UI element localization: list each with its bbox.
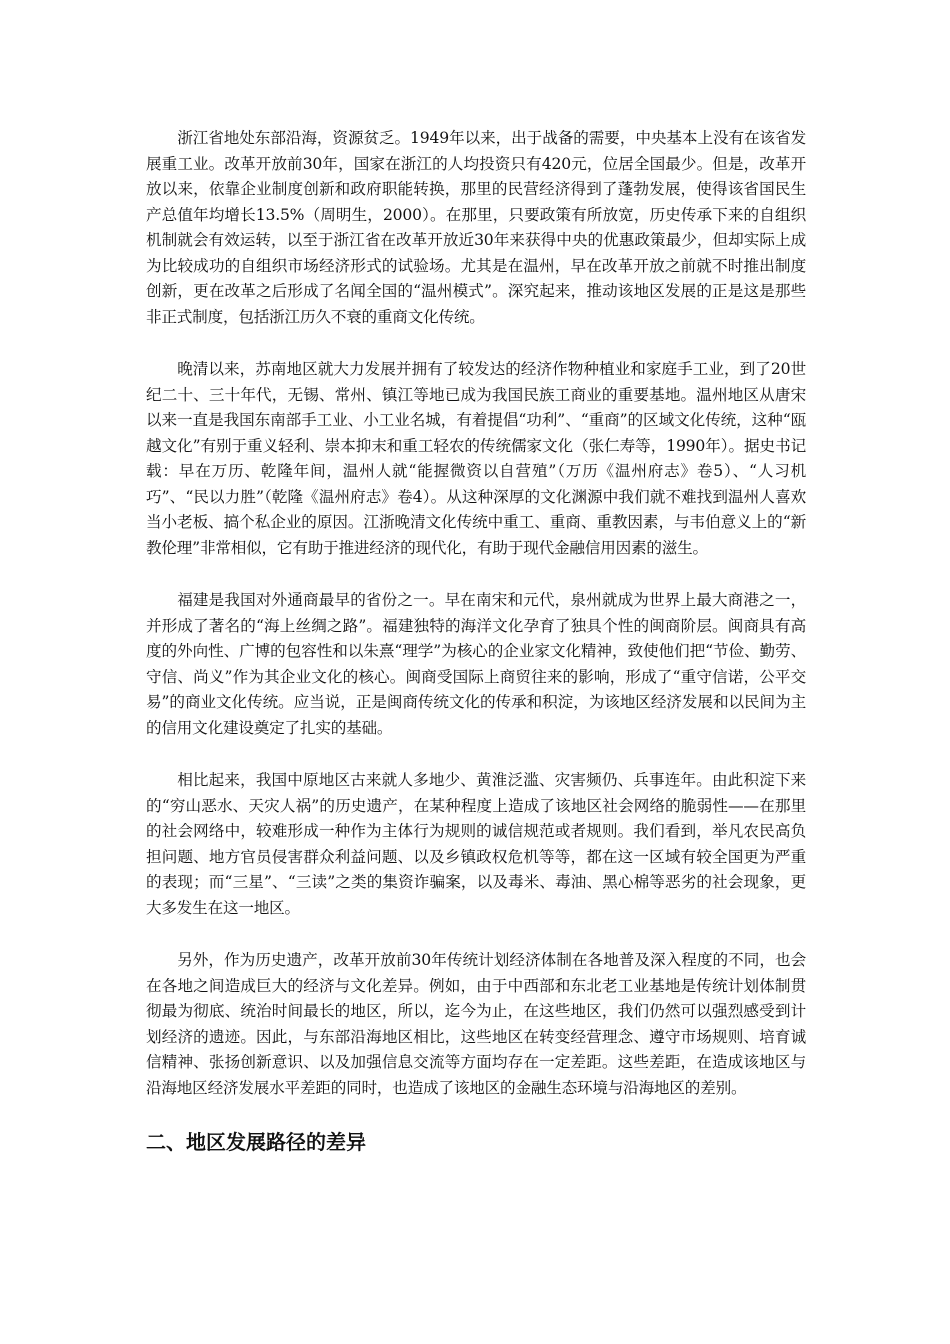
paragraph-zhejiang: 浙江省地处东部沿海，资源贫乏。1949年以来，出于战备的需要，中央基本上没有在该省发展重工业。改革开放前30年，国家在浙江的人均投资只有420元，位居全国最少。但是，改革开放以来，依靠企业制度创新和政府职能转换，那里的民营经济得到了蓬勃发展，使得该省国民生产总值年均增长13.5%（周明生，2000）。在那里，只要政策有所放宽，历史传承下来的自组织机制就会有效运转，以至于浙江省在改革开放近30年来获得中央的优惠政策最少，但却实际上成为比较成功的自组织市场经济形式的试验场。尤其是在温州，早在改革开放之前就不时推出制度创新，更在改革之后形成了名闻全国的“温州模式”。深究起来，推动该地区发展的正是这是那些非正式制度，包括浙江历久不衰的重商文化传统。 [146, 129, 806, 326]
paragraph-central-plains: 相比起来，我国中原地区古来就人多地少、黄淮泛滥、灾害频仍、兵事连年。由此积淀下来的“穷山恶水、天灾人祸”的历史遗产，在某种程度上造成了该地区社会网络的脆弱性——在那里的社会网络中，较难形成一种作为主体行为规则的诚信规范或者规则。我们看到，举凡农民高负担问题、地方官员侵害群众利益问题、以及乡镇政权危机等等，都在这一区域有较全国更为严重的表现；而“三星”、“三读”之类的集资诈骗案，以及毒米、毒油、黑心棉等恶劣的社会现象，更大多发生在这一地区。 [146, 771, 806, 917]
paragraph-fujian: 福建是我国对外通商最早的省份之一。早在南宋和元代，泉州就成为世界上最大商港之一，并形成了著名的“海上丝绸之路”。福建独特的海洋文化孕育了独具个性的闽商阶层。闽商具有高度的外向性、广博的包容性和以朱熹“理学”为核心的企业家文化精神，致使他们把“节俭、勤劳、守信、尚义”作为其企业文化的核心。闽商受国际上商贸往来的影响，形成了“重守信诺，公平交易”的商业文化传统。应当说，正是闽商传统文化的传承和积淀，为该地区经济发展和以民间为主的信用文化建设奠定了扎实的基础。 [146, 591, 806, 737]
paragraph-planned-economy: 另外，作为历史遗产，改革开放前30年传统计划经济体制在各地普及深入程度的不同，也会在各地之间造成巨大的经济与文化差异。例如，由于中西部和东北老工业基地是传统计划体制贯彻最为彻底、统治时间最长的地区，所以，迄今为止，在这些地区，我们仍然可以强烈感受到计划经济的遗迹。因此，与东部沿海地区相比，这些地区在转变经营理念、遵守市场规则、培育诚信精神、张扬创新意识、以及加强信息交流等方面均存在一定差距。这些差距，在造成该地区与沿海地区经济发展水平差距的同时，也造成了该地区的金融生态环境与沿海地区的差别。 [146, 951, 806, 1097]
document-page [146, 126, 806, 1156]
section-heading: 二、地区发展路径的差异 [146, 1130, 366, 1154]
paragraph-sunan-wenzhou: 晚清以来，苏南地区就大力发展并拥有了较发达的经济作物种植业和家庭手工业，到了20世纪二十、三十年代，无锡、常州、镇江等地已成为我国民族工商业的重要基地。温州地区从唐宋以来一直是我国东南部手工业、小工业名城，有着提倡“功利”、“重商”的区域文化传统，这种“瓯越文化”有别于重义轻利、崇本抑末和重工轻农的传统儒家文化（张仁寿等，1990年）。据史书记载：早在万历、乾隆年间，温州人就“能握微资以自营殖”（万历《温州府志》卷5）、“人习机巧”、“民以力胜”（乾隆《温州府志》卷4）。从这种深厚的文化渊源中我们就不难找到温州人喜欢当小老板、搞个私企业的原因。江浙晚清文化传统中重工、重商、重教因素，与韦伯意义上的“新教伦理”非常相似，它有助于推进经济的现代化，有助于现代金融信用因素的滋生。 [146, 360, 806, 557]
